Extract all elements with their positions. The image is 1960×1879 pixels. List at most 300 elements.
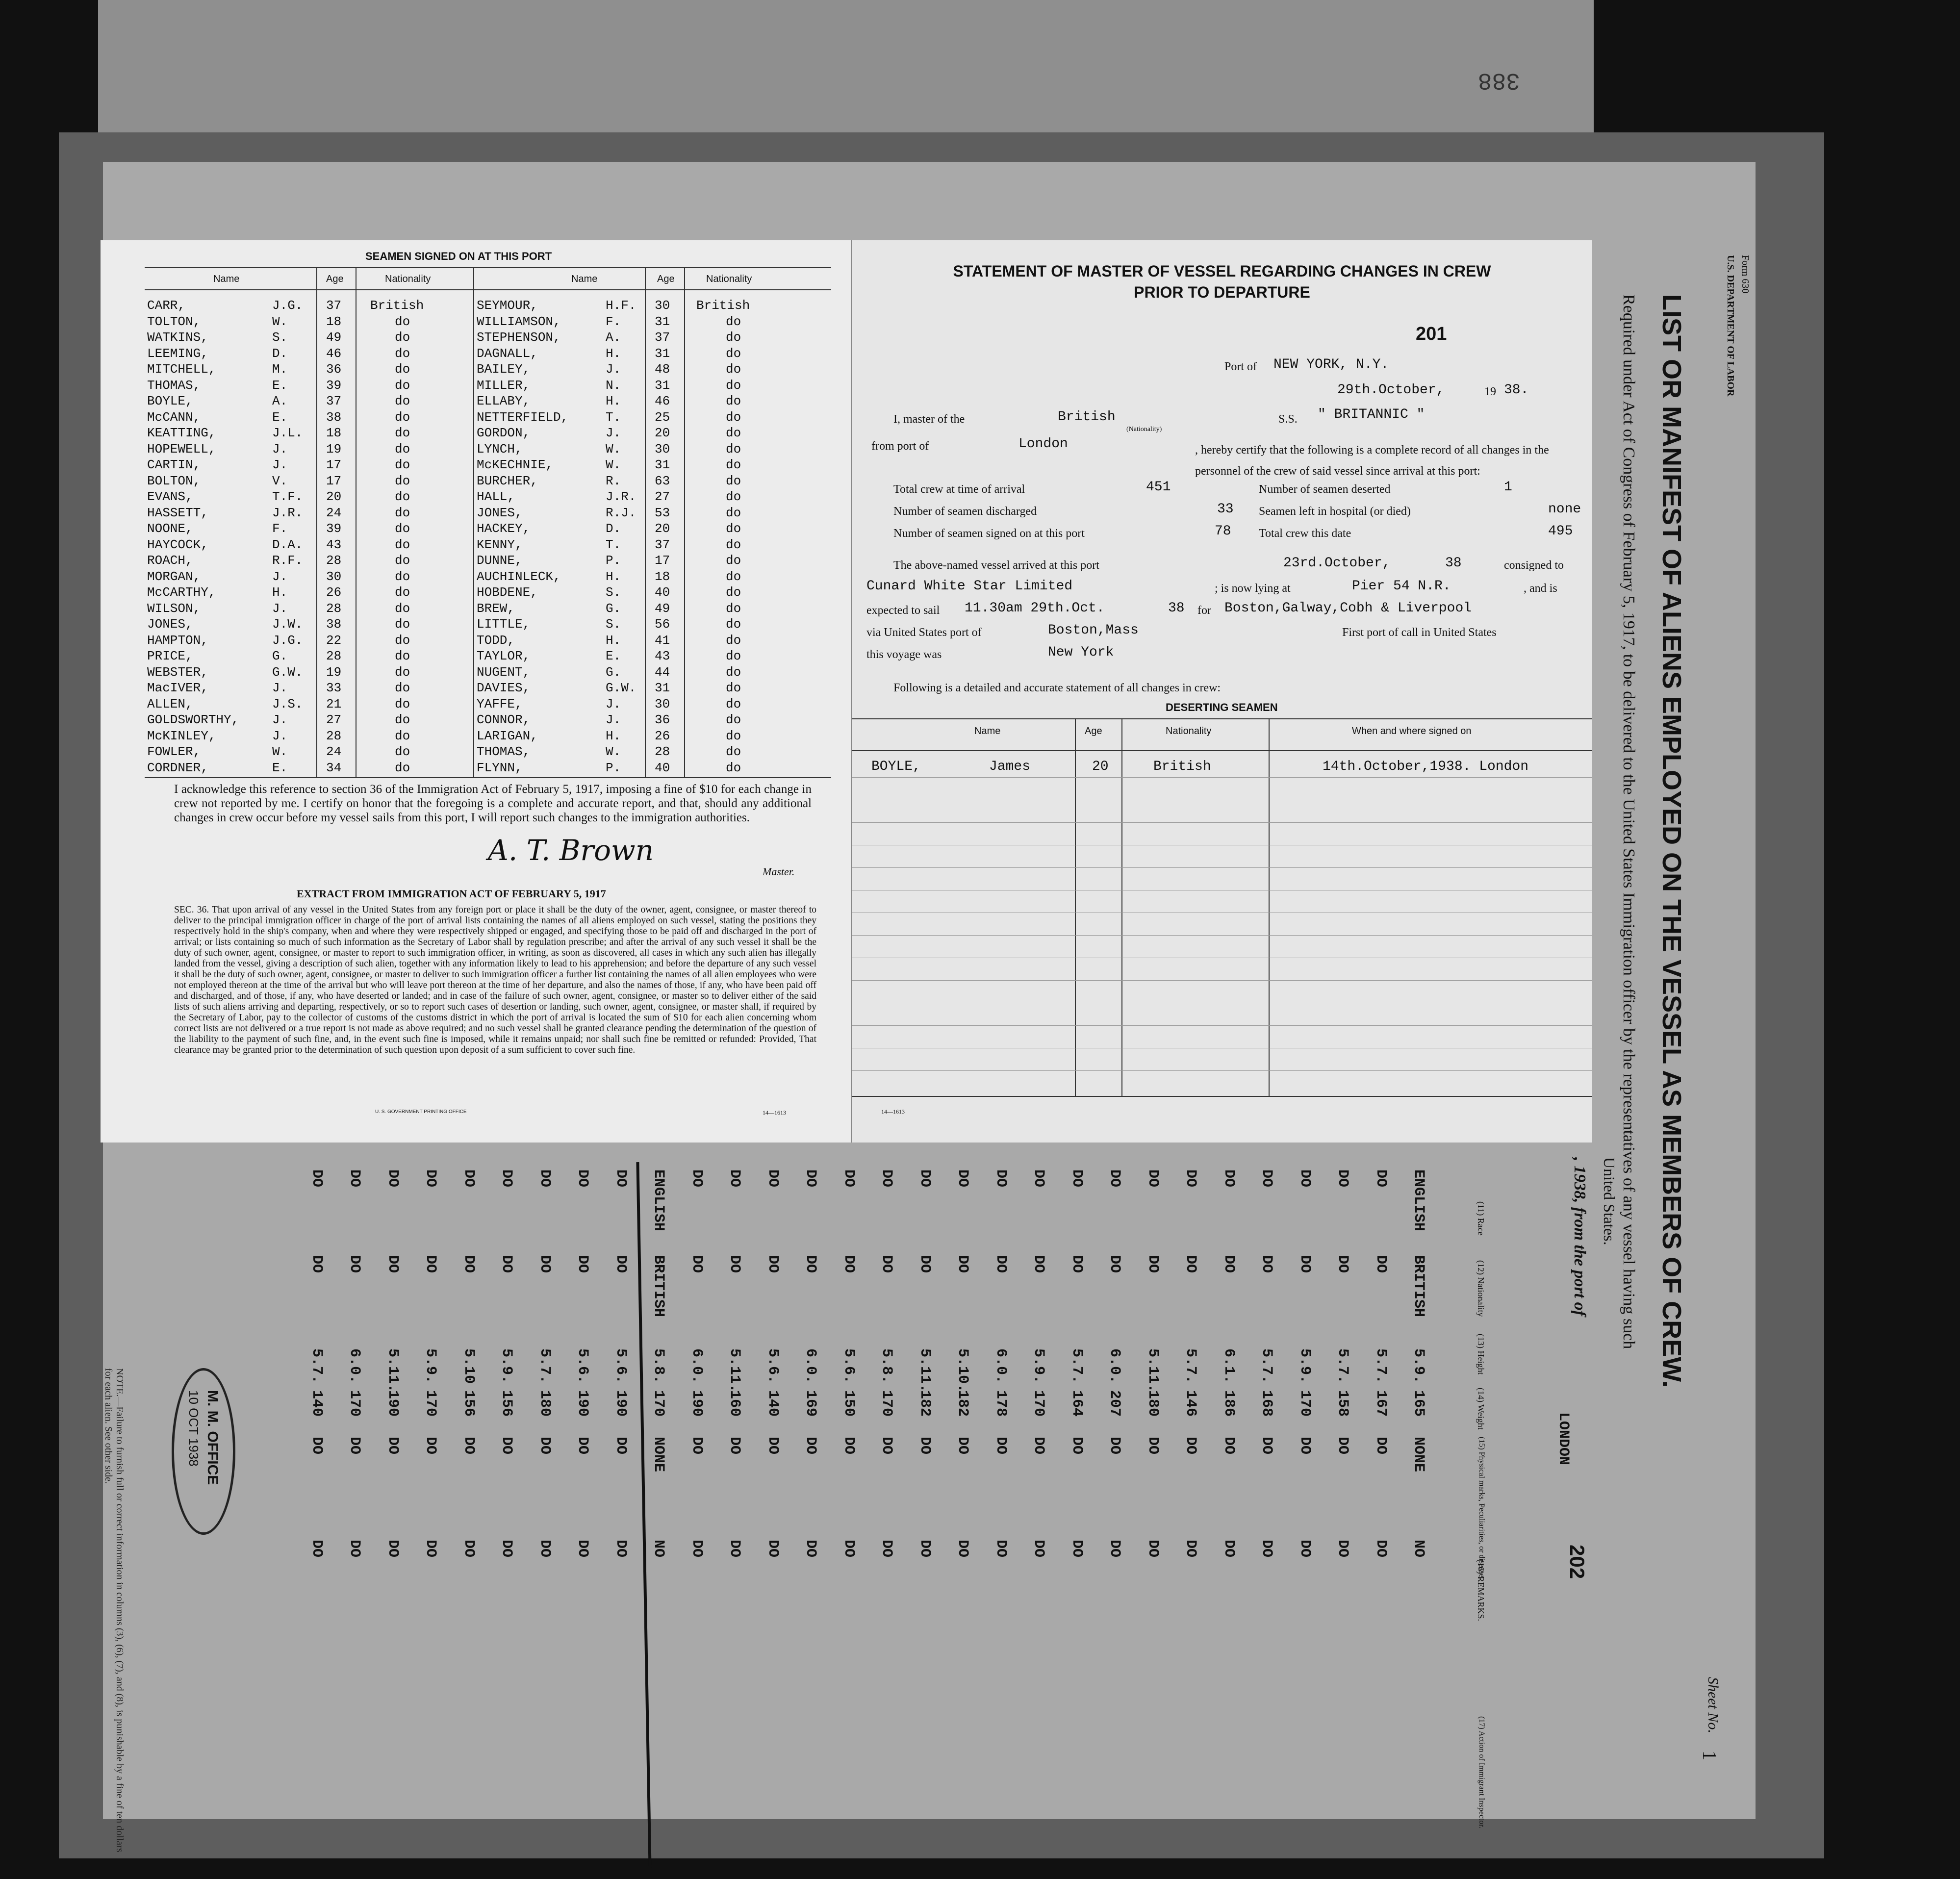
- signed-nationality-left: do: [395, 457, 410, 472]
- manifest-remarks: DO: [802, 1540, 819, 1558]
- mm-office-stamp: [172, 1368, 235, 1535]
- expected-label: expected to sail: [866, 604, 940, 617]
- manifest-remarks: DO: [992, 1540, 1009, 1558]
- manifest-marks: DO: [1144, 1437, 1161, 1455]
- signed-age-left: 30: [326, 569, 342, 584]
- manifest-port-line: , 1938, from the port of: [1571, 1157, 1589, 1316]
- manifest-nationality: DO: [384, 1255, 401, 1273]
- manifest-marks: DO: [574, 1437, 591, 1455]
- signed-initials-right: W.: [606, 744, 621, 759]
- col-name-1: Name: [213, 274, 240, 284]
- signed-name-left: WILSON,: [147, 601, 201, 616]
- signed-name-right: LITTLE,: [477, 617, 531, 632]
- manifest-weight: 146: [1182, 1390, 1199, 1417]
- signed-name-right: NETTERFIELD,: [477, 409, 569, 425]
- signed-initials-left: A.: [272, 394, 288, 408]
- manifest-weight: 168: [1258, 1390, 1275, 1417]
- signed-on-row: [147, 681, 834, 697]
- signed-name-right: LYNCH,: [477, 441, 523, 457]
- manifest-marks: DO: [536, 1437, 553, 1455]
- signed-initials-left: J.R.: [272, 505, 303, 520]
- signed-age-left: 19: [326, 441, 342, 457]
- signed-initials-left: S.: [272, 330, 288, 345]
- manifest-height: 6.0.: [802, 1348, 819, 1384]
- desert-nationality: British: [1153, 759, 1211, 774]
- ruled-line: [852, 980, 1592, 981]
- signed-nationality-right: do: [726, 553, 741, 568]
- signed-name-left: HOPEWELL,: [147, 441, 216, 457]
- manifest-weight: 169: [802, 1390, 819, 1417]
- signed-nationality-left: do: [395, 569, 410, 584]
- signed-name-left: MITCHELL,: [147, 362, 216, 377]
- signed-nationality-left: do: [395, 760, 410, 775]
- signed-nationality-left: do: [395, 681, 410, 695]
- manifest-nationality: DO: [1144, 1255, 1161, 1273]
- manifest-weight: 170: [878, 1390, 895, 1417]
- ruled-line: [852, 777, 1592, 778]
- signed-age-left: 27: [326, 712, 342, 727]
- signed-age-left: 17: [326, 457, 342, 472]
- signed-initials-left: W.: [272, 744, 288, 759]
- signed-initials-right: H.: [606, 346, 621, 361]
- signed-nationality-right: do: [726, 617, 741, 632]
- signed-age-left: 18: [326, 426, 342, 440]
- manifest-height: 5.9.: [1030, 1348, 1047, 1384]
- signed-initials-left: J.S.: [272, 696, 303, 711]
- manifest-race: DO: [764, 1169, 781, 1188]
- manifest-marks: DO: [1334, 1437, 1351, 1455]
- signed-on-row: [147, 346, 834, 362]
- manifest-weight: 167: [1372, 1390, 1389, 1417]
- manifest-race: DO: [1296, 1169, 1313, 1188]
- signed-name-right: JONES,: [477, 505, 523, 520]
- signed-name-right: AUCHINLECK,: [477, 569, 561, 584]
- signed-age-left: 24: [326, 505, 342, 520]
- manifest-height: 6.0.: [1106, 1348, 1123, 1384]
- signed-initials-left: J.G.: [272, 633, 303, 648]
- manifest-remarks: DO: [764, 1540, 781, 1558]
- signed-nationality-left: do: [395, 426, 410, 440]
- signed-name-right: NUGENT,: [477, 664, 531, 680]
- signed-name-left: BOLTON,: [147, 473, 201, 488]
- manifest-marks: DO: [422, 1437, 439, 1455]
- desert-first: James: [989, 759, 1031, 774]
- ss-label: S.S.: [1278, 413, 1298, 426]
- date-value: 29th.October,: [1337, 382, 1445, 398]
- arrived-value: 23rd.October,: [1283, 556, 1391, 571]
- manifest-race: DO: [1220, 1169, 1237, 1188]
- signed-on-row: [147, 362, 834, 378]
- manifest-height: 5.9.: [498, 1348, 515, 1384]
- signed-name-right: WILLIAMSON,: [477, 314, 561, 329]
- signed-name-left: McCARTHY,: [147, 585, 216, 600]
- signed-nationality-left: do: [395, 378, 410, 393]
- manifest-dept: U.S. DEPARTMENT OF LABOR: [1725, 255, 1736, 397]
- signed-nationality-right: do: [726, 346, 741, 361]
- manifest-marks: DO: [1030, 1437, 1047, 1455]
- signed-initials-right: H.: [606, 569, 621, 584]
- master-label: Master.: [763, 865, 795, 878]
- manifest-marks: DO: [1068, 1437, 1085, 1455]
- signed-nationality-right: do: [726, 681, 741, 695]
- signed-on-row: [147, 506, 834, 522]
- signed-on-row: [147, 378, 834, 394]
- signed-nationality-left: do: [395, 617, 410, 632]
- signed-nationality-right: do: [726, 664, 741, 680]
- signed-name-right: GORDON,: [477, 426, 531, 440]
- manifest-remarks: DO: [1334, 1540, 1351, 1558]
- signed-age-right: 31: [655, 681, 670, 695]
- manifest-marks: DO: [878, 1437, 895, 1455]
- manifest-marks: NONE: [1410, 1437, 1427, 1473]
- signed-name-right: HALL,: [477, 489, 515, 504]
- manifest-marks: DO: [916, 1437, 933, 1455]
- manifest-marks: DO: [384, 1437, 401, 1455]
- extract-text: SEC. 36. That upon arrival of any vessel in the United States from any foreign port or place it shall be the duty of the owner, agent, consignee, or master thereof to deliver to the principal immigration officer in charge of the port of arrival lists containing the names of all aliens employed on such vessel, stating the positions they respectively hold in the ship's company, when and where they were respectively shipped or engaged, and specifying those to be paid off and discharged in the port of arrival; or lists containing so much of such information as the Secretary of Labor shall by regulation prescribe; and after the arrival of any such vessel it shall be the duty of such owner, agent, consignee, or master to report to such immigration officer, in writing, as soon as discovered, all cases in which any such alien has illegally landed from the vessel, giving a description of such alien, together with any information likely to lead to his apprehension; and before the departure of any such vessel it shall be the duty of such owner, agent, consignee, or master to deliver to such immigration officer a further list containing the names of all alien employees who were not employed thereon at the time of the arrival but who will leave port thereon at the time of her departure, and also the names of those, if any, who have been paid off and discharged, and of those, if any, who have deserted or landed; and in case of the failure of such owner, agent, consignee, or master so to deliver either of the said lists of such aliens arriving and departing, respectively, or so to report such cases of desertion or landing, such owner, agent, consignee, or master shall, if required by the Secretary of Labor, pay to the collector of customs of the customs district in which the port of arrival is located the sum of $10 for each alien concerning whom correct lists are not delivered or a true report is not made as above required; and no such vessel shall be granted clearance pending the determination of the question of the liability to the payment of such fine, and, in the event such fine is imposed, while it remains unpaid; nor shall such fine be remitted or refunded: Provided, That clearance may be granted prior to the determination of such question upon deposit of a sum sufficient to cover such fine.: [174, 905, 816, 1055]
- desert-col-nationality: Nationality: [1166, 726, 1212, 736]
- manifest-weight: 190: [574, 1390, 591, 1417]
- signed-name-left: KEATTING,: [147, 426, 216, 440]
- manifest-race: DO: [802, 1169, 819, 1188]
- signed-age-right: 17: [655, 553, 670, 568]
- acknowledgement-text: I acknowledge this reference to section 36 of the Immigration Act of February 5, 1917, imposing a fine of $10 for each change in crew not reported by me. I certify on honor that the foregoing is a complete and accurate report, and that, should any additional changes in crew occur before my vessel sails from this port, I will report such changes to the immigration authorities.: [174, 783, 812, 824]
- signed-initials-right: H.F.: [606, 298, 636, 313]
- manifest-race: DO: [878, 1169, 895, 1188]
- signed-age-left: 24: [326, 744, 342, 759]
- stamp-line2: 10 OCT 1938: [186, 1390, 201, 1467]
- signed-nationality-right: British: [696, 298, 750, 313]
- flap-number: 388: [1477, 67, 1520, 93]
- signed-age-right: 31: [655, 457, 670, 472]
- signed-nationality-left: do: [395, 744, 410, 759]
- manifest-race: ENGLISH: [1410, 1169, 1427, 1232]
- ruled-line: [852, 867, 1592, 868]
- manifest-weight: 190: [612, 1390, 629, 1417]
- signed-initials-left: W.: [272, 314, 288, 329]
- manifest-height: 5.8.: [650, 1348, 667, 1384]
- signed-age-right: 30: [655, 441, 670, 457]
- manifest-nationality: BRITISH: [1410, 1255, 1427, 1318]
- manifest-race: DO: [688, 1169, 705, 1188]
- signed-nationality-right: do: [726, 330, 741, 345]
- hospital-label: Seamen left in hospital (or died): [1259, 505, 1411, 518]
- signed-name-right: ELLABY,: [477, 394, 531, 408]
- signed-age-left: 28: [326, 601, 342, 616]
- manifest-nationality: DO: [878, 1255, 895, 1273]
- hospital-value: none: [1548, 502, 1581, 517]
- total-crew-date-label: Total crew this date: [1259, 527, 1351, 540]
- manifest-remarks: DO: [536, 1540, 553, 1558]
- signed-age-right: 44: [655, 664, 670, 680]
- manifest-nationality: DO: [802, 1255, 819, 1273]
- signed-nationality-left: do: [395, 409, 410, 425]
- signed-on-row: [147, 553, 834, 569]
- signed-initials-left: E.: [272, 378, 288, 393]
- col-head-remarks: (16) REMARKS.: [1476, 1559, 1486, 1622]
- signed-name-left: HAYCOCK,: [147, 537, 208, 552]
- signed-nationality-right: do: [726, 537, 741, 552]
- signed-on-row: [147, 394, 834, 410]
- signed-name-left: LEEMING,: [147, 346, 208, 361]
- signed-nationality-left: do: [395, 633, 410, 648]
- signed-age-right: 20: [655, 426, 670, 440]
- signed-age-right: 31: [655, 346, 670, 361]
- desert-signed: 14th.October,1938. London: [1323, 759, 1529, 774]
- signed-on-row: [147, 585, 834, 601]
- signed-age-right: 43: [655, 649, 670, 663]
- manifest-nationality: DO: [1296, 1255, 1313, 1273]
- signed-initials-right: A.: [606, 330, 621, 345]
- signed-initials-left: V.: [272, 473, 288, 488]
- signed-initials-right: J.R.: [606, 489, 636, 504]
- signed-nationality-left: do: [395, 314, 410, 329]
- manifest-nationality: DO: [688, 1255, 705, 1273]
- signed-age-right: 37: [655, 330, 670, 345]
- signed-nationality-right: do: [726, 489, 741, 504]
- signed-on-row: [147, 729, 834, 745]
- manifest-weight: 190: [688, 1390, 705, 1417]
- signed-age-right: 31: [655, 314, 670, 329]
- signed-age-right: 53: [655, 505, 670, 520]
- signed-age-left: 18: [326, 314, 342, 329]
- col-head-weight: (14) Weight: [1476, 1388, 1486, 1430]
- signed-initials-right: W.: [606, 441, 621, 457]
- signed-name-left: BOYLE,: [147, 394, 193, 408]
- signed-initials-left: E.: [272, 409, 288, 425]
- signed-nationality-left: do: [395, 489, 410, 504]
- signed-nationality-right: do: [726, 521, 741, 536]
- manifest-sheet-value: 1: [1699, 1751, 1721, 1760]
- manifest-marks: DO: [498, 1437, 515, 1455]
- manifest-nationality: DO: [346, 1255, 363, 1273]
- signed-name-left: CORDNER,: [147, 760, 208, 775]
- manifest-race: DO: [1144, 1169, 1161, 1188]
- signed-age-left: 46: [326, 346, 342, 361]
- signed-initials-left: J.: [272, 712, 288, 727]
- manifest-height: 5.7.: [536, 1348, 553, 1384]
- manifest-nationality: DO: [726, 1255, 743, 1273]
- lying-label: ; is now lying at: [1215, 582, 1291, 595]
- signed-age-left: 43: [326, 537, 342, 552]
- signed-on-value: 78: [1215, 524, 1231, 539]
- signed-age-left: 49: [326, 330, 342, 345]
- col-nat-1: Nationality: [385, 274, 431, 284]
- signed-nationality-right: do: [726, 378, 741, 393]
- manifest-remarks: DO: [384, 1540, 401, 1558]
- manifest-marks: DO: [954, 1437, 971, 1455]
- signed-initials-right: F.: [606, 314, 621, 329]
- via-value: Boston,Mass: [1048, 623, 1139, 638]
- manifest-height: 5.11.: [916, 1348, 933, 1393]
- signed-age-right: 20: [655, 521, 670, 536]
- manifest-heading: LIST OR MANIFEST OF ALIENS EMPLOYED ON THE VESSEL AS MEMBERS OF CREW.: [1657, 294, 1686, 1388]
- manifest-race: DO: [992, 1169, 1009, 1188]
- signed-initials-left: H.: [272, 585, 288, 600]
- manifest-marks: DO: [802, 1437, 819, 1455]
- ruled-line: [852, 822, 1592, 823]
- col-head-height: (13) Height: [1476, 1334, 1486, 1375]
- manifest-remarks: DO: [1220, 1540, 1237, 1558]
- manifest-nationality: DO: [1372, 1255, 1389, 1273]
- signed-age-left: 19: [326, 664, 342, 680]
- signed-age-right: 56: [655, 617, 670, 632]
- signed-initials-left: J.: [272, 441, 288, 457]
- port-value: NEW YORK, N.Y.: [1273, 357, 1389, 372]
- signed-initials-left: D.: [272, 346, 288, 361]
- signed-name-right: DUNNE,: [477, 553, 523, 568]
- manifest-weight: 170: [1030, 1390, 1047, 1417]
- signed-initials-right: H.: [606, 633, 621, 648]
- manifest-nationality: DO: [1030, 1255, 1047, 1273]
- signed-initials-right: R.: [606, 473, 621, 488]
- signed-initials-right: P.: [606, 760, 621, 775]
- statement-title-2: PRIOR TO DEPARTURE: [1134, 283, 1310, 301]
- manifest-sheet-label: Sheet No.: [1705, 1677, 1721, 1733]
- following-text: Following is a detailed and accurate statement of all changes in crew:: [893, 682, 1221, 694]
- statement-page-number: 201: [1416, 324, 1447, 344]
- deserted-label: Number of seamen deserted: [1259, 483, 1391, 496]
- signed-nationality-left: do: [395, 473, 410, 488]
- signed-initials-right: G.: [606, 601, 621, 616]
- manifest-weight: 170: [650, 1390, 667, 1417]
- signed-initials-left: J.: [272, 569, 288, 584]
- manifest-nationality: BRITISH: [650, 1255, 667, 1318]
- signed-initials-right: G.W.: [606, 681, 636, 695]
- signed-age-right: 40: [655, 760, 670, 775]
- manifest-race: DO: [1258, 1169, 1275, 1188]
- nationality-caption: (Nationality): [1126, 426, 1162, 433]
- signed-initials-left: E.: [272, 760, 288, 775]
- signed-age-right: 28: [655, 744, 670, 759]
- manifest-remarks: DO: [688, 1540, 705, 1558]
- signed-age-right: 26: [655, 728, 670, 743]
- deserting-title: DESERTING SEAMEN: [1166, 701, 1278, 713]
- desert-col-name: Name: [974, 726, 1001, 736]
- signed-nationality-left: do: [395, 585, 410, 600]
- signed-nationality-right: do: [726, 696, 741, 711]
- manifest-weight: 182: [916, 1390, 933, 1417]
- signed-on-row: [147, 761, 834, 777]
- arrived-label: The above-named vessel arrived at this port: [893, 559, 1099, 572]
- signed-initials-right: J.: [606, 712, 621, 727]
- signed-initials-right: J.: [606, 696, 621, 711]
- manifest-height: 5.8.: [878, 1348, 895, 1384]
- signed-nationality-right: do: [726, 601, 741, 616]
- manifest-marks: DO: [346, 1437, 363, 1455]
- manifest-remarks: DO: [1296, 1540, 1313, 1558]
- signed-age-right: 27: [655, 489, 670, 504]
- manifest-remarks: DO: [574, 1540, 591, 1558]
- manifest-remarks: DO: [1182, 1540, 1199, 1558]
- manifest-nationality: DO: [308, 1255, 325, 1273]
- manifest-height: 5.6.: [612, 1348, 629, 1384]
- signed-on-row: [147, 744, 834, 761]
- manifest-weight: 182: [954, 1390, 971, 1417]
- manifest-height: 5.11.: [1144, 1348, 1161, 1393]
- manifest-height: 6.1.: [1220, 1348, 1237, 1384]
- signed-initials-right: E.: [606, 649, 621, 663]
- manifest-race: DO: [954, 1169, 971, 1188]
- signed-name-right: McKECHNIE,: [477, 457, 554, 472]
- signed-on-row: [147, 601, 834, 617]
- manifest-nationality: DO: [992, 1255, 1009, 1273]
- signed-name-right: CONNOR,: [477, 712, 531, 727]
- manifest-remarks: DO: [1068, 1540, 1085, 1558]
- total-crew-arrival-value: 451: [1146, 480, 1171, 495]
- signed-age-left: 17: [326, 473, 342, 488]
- left-page: [101, 240, 851, 1143]
- signed-initials-left: D.A.: [272, 537, 303, 552]
- manifest-nationality: DO: [612, 1255, 629, 1273]
- signed-nationality-left: do: [395, 521, 410, 536]
- manifest-nationality: DO: [536, 1255, 553, 1273]
- signed-initials-left: J.L.: [272, 426, 303, 440]
- manifest-race: DO: [1106, 1169, 1123, 1188]
- signed-initials-left: M.: [272, 362, 288, 377]
- signed-age-left: 21: [326, 696, 342, 711]
- signed-initials-left: J.W.: [272, 617, 303, 632]
- signed-name-left: PRICE,: [147, 649, 193, 663]
- signed-age-right: 37: [655, 537, 670, 552]
- manifest-subheading: Required under Act of Congress of February 5, 1917, to be delivered to the United States Immigration officer by the representatives of any vessel having such: [1620, 294, 1638, 1349]
- manifest-race: DO: [460, 1169, 477, 1188]
- signed-name-left: MORGAN,: [147, 569, 201, 584]
- manifest-nationality: DO: [764, 1255, 781, 1273]
- signed-nationality-left: do: [395, 553, 410, 568]
- signed-initials-left: F.: [272, 521, 288, 536]
- signed-name-right: TODD,: [477, 633, 515, 648]
- signed-initials-right: S.: [606, 585, 621, 600]
- signed-name-right: HACKEY,: [477, 521, 531, 536]
- signed-age-right: 31: [655, 378, 670, 393]
- manifest-height: 5.6.: [574, 1348, 591, 1384]
- signed-name-left: ALLEN,: [147, 696, 193, 711]
- discharged-label: Number of seamen discharged: [893, 505, 1037, 518]
- manifest-race: DO: [1334, 1169, 1351, 1188]
- manifest-race: DO: [574, 1169, 591, 1188]
- manifest-race: DO: [384, 1169, 401, 1188]
- manifest-weight: 186: [1220, 1390, 1237, 1417]
- manifest-remarks: NO: [1410, 1540, 1427, 1558]
- manifest-nationality: DO: [1220, 1255, 1237, 1273]
- signed-on-row: [147, 442, 834, 458]
- desert-age: 20: [1092, 759, 1109, 774]
- signed-nationality-right: do: [726, 473, 741, 488]
- signed-age-right: 48: [655, 362, 670, 377]
- signed-name-left: HAMPTON,: [147, 633, 208, 648]
- manifest-weight: 170: [422, 1390, 439, 1417]
- signed-name-left: GOLDSWORTHY,: [147, 712, 239, 727]
- signed-on-row: [147, 665, 834, 681]
- signed-name-left: MacIVER,: [147, 681, 208, 695]
- signed-nationality-left: do: [395, 346, 410, 361]
- signed-on-row: [147, 569, 834, 585]
- signed-on-row: [147, 330, 834, 346]
- manifest-nationality: DO: [840, 1255, 857, 1273]
- signed-initials-left: J.: [272, 681, 288, 695]
- right-page: [851, 240, 1592, 1143]
- manifest-race: DO: [840, 1169, 857, 1188]
- manifest-nationality: DO: [574, 1255, 591, 1273]
- manifest-weight: 140: [308, 1390, 325, 1417]
- signed-on-row: [147, 521, 834, 537]
- signed-name-right: TAYLOR,: [477, 649, 531, 663]
- signed-nationality-right: do: [726, 760, 741, 775]
- signed-initials-left: J.: [272, 601, 288, 616]
- signed-name-left: TOLTON,: [147, 314, 201, 329]
- signed-initials-right: H.: [606, 728, 621, 743]
- manifest-height: 5.9.: [1296, 1348, 1313, 1384]
